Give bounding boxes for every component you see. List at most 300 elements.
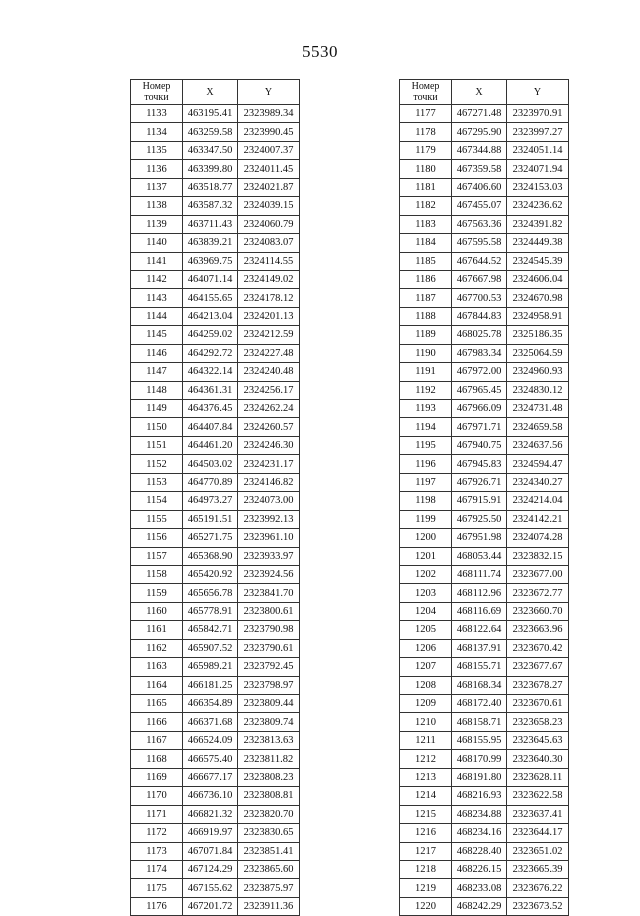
x-coordinate-cell: 464213.04 — [183, 307, 238, 325]
y-coordinate-cell: 2324073.00 — [238, 492, 300, 510]
y-coordinate-cell: 2323622.58 — [507, 787, 569, 805]
point-number-cell: 1199 — [400, 510, 452, 528]
y-coordinate-cell: 2323841.70 — [238, 584, 300, 602]
page-number: 5530 — [302, 42, 338, 61]
x-coordinate-cell: 464461.20 — [183, 436, 238, 454]
x-coordinate-cell: 464503.02 — [183, 455, 238, 473]
table-row — [400, 676, 569, 694]
y-coordinate-cell: 2324114.55 — [238, 252, 300, 270]
y-coordinate-cell: 2324240.48 — [238, 363, 300, 381]
point-number-cell: 1168 — [131, 750, 183, 768]
point-number-cell: 1177 — [400, 105, 452, 123]
point-number-cell: 1153 — [131, 473, 183, 491]
y-coordinate-cell: 2323663.96 — [507, 621, 569, 639]
x-coordinate-cell: 468116.69 — [452, 602, 507, 620]
y-coordinate-cell: 2324214.04 — [507, 492, 569, 510]
y-coordinate-cell: 2323808.81 — [238, 787, 300, 805]
y-coordinate-cell: 2325064.59 — [507, 344, 569, 362]
point-number-cell: 1162 — [131, 639, 183, 657]
table-row — [400, 897, 569, 915]
y-coordinate-cell: 2323673.52 — [507, 897, 569, 915]
y-coordinate-cell: 2324256.17 — [238, 381, 300, 399]
point-number-cell: 1206 — [400, 639, 452, 657]
y-coordinate-cell: 2323660.70 — [507, 602, 569, 620]
table-row — [131, 344, 300, 362]
x-coordinate-cell: 467971.71 — [452, 418, 507, 436]
point-number-cell: 1203 — [400, 584, 452, 602]
point-number-cell: 1158 — [131, 565, 183, 583]
y-coordinate-cell: 2324262.24 — [238, 400, 300, 418]
table-row — [400, 731, 569, 749]
y-coordinate-cell: 2324594.47 — [507, 455, 569, 473]
point-number-cell: 1141 — [131, 252, 183, 270]
x-coordinate-cell: 467972.00 — [452, 363, 507, 381]
point-number-cell: 1136 — [131, 160, 183, 178]
y-coordinate-cell: 2323678.27 — [507, 676, 569, 694]
point-number-cell: 1161 — [131, 621, 183, 639]
y-coordinate-cell: 2324246.30 — [238, 436, 300, 454]
point-number-cell: 1201 — [400, 547, 452, 565]
point-number-cell: 1142 — [131, 270, 183, 288]
point-number-cell: 1196 — [400, 455, 452, 473]
table-row — [131, 363, 300, 381]
x-coordinate-cell: 465842.71 — [183, 621, 238, 639]
point-number-cell: 1202 — [400, 565, 452, 583]
point-number-cell: 1134 — [131, 123, 183, 141]
table-row — [131, 473, 300, 491]
x-coordinate-cell: 464322.14 — [183, 363, 238, 381]
y-coordinate-cell: 2324007.37 — [238, 141, 300, 159]
table-row — [400, 879, 569, 897]
x-coordinate-cell: 465420.92 — [183, 565, 238, 583]
x-coordinate-cell: 467925.50 — [452, 510, 507, 528]
x-coordinate-cell: 465191.51 — [183, 510, 238, 528]
y-coordinate-cell: 2323875.97 — [238, 879, 300, 897]
table-row — [131, 436, 300, 454]
x-coordinate-cell: 465907.52 — [183, 639, 238, 657]
x-coordinate-cell: 464770.89 — [183, 473, 238, 491]
x-coordinate-cell: 468122.64 — [452, 621, 507, 639]
x-coordinate-cell: 468137.91 — [452, 639, 507, 657]
y-coordinate-cell: 2324340.27 — [507, 473, 569, 491]
point-number-cell: 1163 — [131, 658, 183, 676]
point-number-cell: 1164 — [131, 676, 183, 694]
x-coordinate-cell: 468226.15 — [452, 860, 507, 878]
point-number-cell: 1211 — [400, 731, 452, 749]
y-coordinate-cell: 2323792.45 — [238, 658, 300, 676]
y-coordinate-cell: 2324051.14 — [507, 141, 569, 159]
table-row — [131, 197, 300, 215]
point-number-cell: 1215 — [400, 805, 452, 823]
x-coordinate-cell: 465271.75 — [183, 529, 238, 547]
table-row — [400, 141, 569, 159]
x-coordinate-cell: 463969.75 — [183, 252, 238, 270]
point-number-cell: 1178 — [400, 123, 452, 141]
y-coordinate-cell: 2323808.23 — [238, 768, 300, 786]
x-coordinate-cell: 468111.74 — [452, 565, 507, 583]
table-row — [400, 584, 569, 602]
table-row — [400, 105, 569, 123]
table-row — [131, 860, 300, 878]
table-row — [400, 768, 569, 786]
point-number-cell: 1175 — [131, 879, 183, 897]
y-coordinate-cell: 2324637.56 — [507, 436, 569, 454]
x-coordinate-cell: 465778.91 — [183, 602, 238, 620]
table-row — [131, 787, 300, 805]
x-coordinate-cell: 467644.52 — [452, 252, 507, 270]
x-coordinate-cell: 468155.95 — [452, 731, 507, 749]
y-coordinate-cell: 2323800.61 — [238, 602, 300, 620]
y-coordinate-cell: 2323677.00 — [507, 565, 569, 583]
point-number-cell: 1160 — [131, 602, 183, 620]
y-coordinate-cell: 2323645.63 — [507, 731, 569, 749]
point-number-cell: 1216 — [400, 824, 452, 842]
table-row — [400, 824, 569, 842]
y-coordinate-cell: 2323798.97 — [238, 676, 300, 694]
point-number-cell: 1207 — [400, 658, 452, 676]
x-coordinate-cell: 464155.65 — [183, 289, 238, 307]
y-header: Y — [507, 80, 569, 105]
table-row — [400, 123, 569, 141]
point-number-cell: 1169 — [131, 768, 183, 786]
point-number-cell: 1214 — [400, 787, 452, 805]
x-coordinate-cell: 467406.60 — [452, 178, 507, 196]
x-coordinate-cell: 467295.90 — [452, 123, 507, 141]
point-number-cell: 1156 — [131, 529, 183, 547]
y-coordinate-cell: 2324260.57 — [238, 418, 300, 436]
point-number-cell: 1167 — [131, 731, 183, 749]
y-coordinate-cell: 2325186.35 — [507, 326, 569, 344]
table-row — [400, 602, 569, 620]
y-coordinate-cell: 2323970.91 — [507, 105, 569, 123]
x-coordinate-cell: 467124.29 — [183, 860, 238, 878]
table-row — [131, 658, 300, 676]
table-row — [131, 234, 300, 252]
x-coordinate-cell: 468216.93 — [452, 787, 507, 805]
table-row — [400, 215, 569, 233]
table-row — [131, 510, 300, 528]
y-coordinate-cell: 2323961.10 — [238, 529, 300, 547]
x-coordinate-cell: 466677.17 — [183, 768, 238, 786]
point-number-cell: 1220 — [400, 897, 452, 915]
table-row — [131, 565, 300, 583]
x-coordinate-cell: 467071.84 — [183, 842, 238, 860]
y-coordinate-cell: 2324606.04 — [507, 270, 569, 288]
y-coordinate-cell: 2324659.58 — [507, 418, 569, 436]
point-number-cell: 1174 — [131, 860, 183, 878]
point-number-cell: 1218 — [400, 860, 452, 878]
y-coordinate-cell: 2323790.98 — [238, 621, 300, 639]
x-coordinate-cell: 467940.75 — [452, 436, 507, 454]
point-number-cell: 1159 — [131, 584, 183, 602]
y-coordinate-cell: 2323672.77 — [507, 584, 569, 602]
point-number-cell: 1184 — [400, 234, 452, 252]
point-number-cell: 1133 — [131, 105, 183, 123]
table-row — [131, 418, 300, 436]
table-row — [131, 731, 300, 749]
table-header-row — [400, 80, 569, 105]
point-number-cell: 1146 — [131, 344, 183, 362]
point-number-cell: 1198 — [400, 492, 452, 510]
x-coordinate-cell: 467455.07 — [452, 197, 507, 215]
y-coordinate-cell: 2323809.74 — [238, 713, 300, 731]
table-row — [131, 695, 300, 713]
x-coordinate-cell: 464376.45 — [183, 400, 238, 418]
point-number-cell: 1210 — [400, 713, 452, 731]
point-number-cell: 1180 — [400, 160, 452, 178]
point-number-cell: 1181 — [400, 178, 452, 196]
point-number-cell: 1149 — [131, 400, 183, 418]
y-coordinate-cell: 2323911.36 — [238, 897, 300, 915]
table-row — [131, 381, 300, 399]
table-row — [400, 234, 569, 252]
point-number-cell: 1150 — [131, 418, 183, 436]
y-coordinate-cell: 2323637.41 — [507, 805, 569, 823]
point-number-cell: 1147 — [131, 363, 183, 381]
table-row — [131, 252, 300, 270]
y-coordinate-cell: 2324178.12 — [238, 289, 300, 307]
x-coordinate-cell: 463259.58 — [183, 123, 238, 141]
point-number-cell: 1194 — [400, 418, 452, 436]
point-number-cell: 1179 — [400, 141, 452, 159]
table-row — [400, 436, 569, 454]
y-coordinate-cell: 2323933.97 — [238, 547, 300, 565]
table-row — [400, 750, 569, 768]
y-coordinate-cell: 2323644.17 — [507, 824, 569, 842]
x-coordinate-cell: 465989.21 — [183, 658, 238, 676]
x-coordinate-cell: 468170.99 — [452, 750, 507, 768]
point-number-cell: 1135 — [131, 141, 183, 159]
x-coordinate-cell: 464071.14 — [183, 270, 238, 288]
x-coordinate-cell: 467595.58 — [452, 234, 507, 252]
table-row — [131, 270, 300, 288]
point-number-cell: 1140 — [131, 234, 183, 252]
table-row — [400, 289, 569, 307]
y-coordinate-cell: 2323809.44 — [238, 695, 300, 713]
x-coordinate-cell: 465368.90 — [183, 547, 238, 565]
point-number-cell: 1157 — [131, 547, 183, 565]
x-coordinate-cell: 463195.41 — [183, 105, 238, 123]
y-coordinate-cell: 2324021.87 — [238, 178, 300, 196]
y-coordinate-cell: 2324449.38 — [507, 234, 569, 252]
y-coordinate-cell: 2323670.42 — [507, 639, 569, 657]
x-coordinate-cell: 467155.62 — [183, 879, 238, 897]
table-row — [131, 141, 300, 159]
table-row — [400, 510, 569, 528]
x-coordinate-cell: 468053.44 — [452, 547, 507, 565]
y-coordinate-cell: 2324071.94 — [507, 160, 569, 178]
point-number-cell: 1176 — [131, 897, 183, 915]
table-row — [131, 178, 300, 196]
y-coordinate-cell: 2324670.98 — [507, 289, 569, 307]
y-coordinate-cell: 2324011.45 — [238, 160, 300, 178]
point-number-cell: 1209 — [400, 695, 452, 713]
x-coordinate-cell: 463399.80 — [183, 160, 238, 178]
x-coordinate-cell: 467700.53 — [452, 289, 507, 307]
x-coordinate-cell: 467344.88 — [452, 141, 507, 159]
table-row — [400, 492, 569, 510]
y-coordinate-cell: 2323670.61 — [507, 695, 569, 713]
table-row — [400, 639, 569, 657]
point-number-cell: 1219 — [400, 879, 452, 897]
y-coordinate-cell: 2324146.82 — [238, 473, 300, 491]
table-row — [400, 658, 569, 676]
x-coordinate-cell: 468228.40 — [452, 842, 507, 860]
table-row — [400, 713, 569, 731]
point-number-cell: 1151 — [131, 436, 183, 454]
point-number-cell: 1195 — [400, 436, 452, 454]
point-number-cell: 1197 — [400, 473, 452, 491]
table-row — [131, 879, 300, 897]
x-coordinate-cell: 466524.09 — [183, 731, 238, 749]
table-row — [400, 400, 569, 418]
table-row — [131, 676, 300, 694]
y-coordinate-cell: 2324830.12 — [507, 381, 569, 399]
y-coordinate-cell: 2323676.22 — [507, 879, 569, 897]
y-coordinate-cell: 2324149.02 — [238, 270, 300, 288]
y-coordinate-cell: 2323651.02 — [507, 842, 569, 860]
point-number-cell: 1144 — [131, 307, 183, 325]
table-row — [131, 713, 300, 731]
point-number-cell: 1182 — [400, 197, 452, 215]
point-number-cell: 1170 — [131, 787, 183, 805]
coordinates-table-left — [130, 79, 300, 916]
table-row — [400, 197, 569, 215]
y-coordinate-cell: 2323990.45 — [238, 123, 300, 141]
table-row — [400, 529, 569, 547]
table-row — [131, 842, 300, 860]
y-coordinate-cell: 2323989.34 — [238, 105, 300, 123]
y-coordinate-cell: 2323851.41 — [238, 842, 300, 860]
x-coordinate-cell: 468191.80 — [452, 768, 507, 786]
point-number-cell: 1137 — [131, 178, 183, 196]
point-number-cell: 1186 — [400, 270, 452, 288]
table-row — [400, 787, 569, 805]
point-number-cell: 1188 — [400, 307, 452, 325]
coordinates-table-right — [399, 79, 569, 916]
table-row — [131, 455, 300, 473]
table-row — [400, 547, 569, 565]
x-coordinate-cell: 466736.10 — [183, 787, 238, 805]
y-coordinate-cell: 2323790.61 — [238, 639, 300, 657]
point-number-cell: 1213 — [400, 768, 452, 786]
x-coordinate-cell: 467201.72 — [183, 897, 238, 915]
y-coordinate-cell: 2323665.39 — [507, 860, 569, 878]
point-number-cell: 1185 — [400, 252, 452, 270]
y-coordinate-cell: 2323832.15 — [507, 547, 569, 565]
x-coordinate-cell: 468242.29 — [452, 897, 507, 915]
x-coordinate-cell: 467926.71 — [452, 473, 507, 491]
x-coordinate-cell: 463347.50 — [183, 141, 238, 159]
table-row — [131, 639, 300, 657]
table-row — [131, 105, 300, 123]
table-row — [131, 289, 300, 307]
y-coordinate-cell: 2324083.07 — [238, 234, 300, 252]
x-coordinate-cell: 467915.91 — [452, 492, 507, 510]
point-number-cell: 1171 — [131, 805, 183, 823]
table-row — [400, 455, 569, 473]
x-coordinate-cell: 467951.98 — [452, 529, 507, 547]
y-coordinate-cell: 2324231.17 — [238, 455, 300, 473]
x-coordinate-cell: 463711.43 — [183, 215, 238, 233]
x-coordinate-cell: 468112.96 — [452, 584, 507, 602]
table-row — [131, 750, 300, 768]
x-coordinate-cell: 464361.31 — [183, 381, 238, 399]
x-coordinate-cell: 468234.88 — [452, 805, 507, 823]
table-row — [131, 897, 300, 915]
x-coordinate-cell: 465656.78 — [183, 584, 238, 602]
point-number-cell: 1143 — [131, 289, 183, 307]
table-row — [131, 123, 300, 141]
point-number-header: Номер точки — [131, 80, 183, 105]
table-row — [131, 529, 300, 547]
point-number-header: Номер точки — [400, 80, 452, 105]
table-row — [131, 805, 300, 823]
table-row — [400, 160, 569, 178]
table-row — [400, 307, 569, 325]
point-number-cell: 1193 — [400, 400, 452, 418]
point-number-cell: 1190 — [400, 344, 452, 362]
table-row — [131, 215, 300, 233]
x-coordinate-cell: 467966.09 — [452, 400, 507, 418]
table-row — [131, 492, 300, 510]
y-coordinate-cell: 2323830.65 — [238, 824, 300, 842]
y-coordinate-cell: 2324731.48 — [507, 400, 569, 418]
table-row — [131, 768, 300, 786]
y-coordinate-cell: 2324212.59 — [238, 326, 300, 344]
y-coordinate-cell: 2324142.21 — [507, 510, 569, 528]
x-coordinate-cell: 467271.48 — [452, 105, 507, 123]
point-number-cell: 1200 — [400, 529, 452, 547]
y-coordinate-cell: 2323865.60 — [238, 860, 300, 878]
x-coordinate-cell: 464407.84 — [183, 418, 238, 436]
point-number-cell: 1204 — [400, 602, 452, 620]
y-coordinate-cell: 2324391.82 — [507, 215, 569, 233]
point-number-cell: 1172 — [131, 824, 183, 842]
table-row — [131, 602, 300, 620]
table-row — [400, 860, 569, 878]
y-coordinate-cell: 2324236.62 — [507, 197, 569, 215]
y-coordinate-cell: 2324545.39 — [507, 252, 569, 270]
x-coordinate-cell: 467965.45 — [452, 381, 507, 399]
x-coordinate-cell: 464259.02 — [183, 326, 238, 344]
point-number-cell: 1212 — [400, 750, 452, 768]
point-number-cell: 1138 — [131, 197, 183, 215]
x-header: X — [183, 80, 238, 105]
x-coordinate-cell: 468158.71 — [452, 713, 507, 731]
y-coordinate-cell: 2324960.93 — [507, 363, 569, 381]
y-coordinate-cell: 2323811.82 — [238, 750, 300, 768]
x-coordinate-cell: 467359.58 — [452, 160, 507, 178]
table-row — [400, 252, 569, 270]
x-coordinate-cell: 464973.27 — [183, 492, 238, 510]
point-number-cell: 1152 — [131, 455, 183, 473]
x-coordinate-cell: 468233.08 — [452, 879, 507, 897]
y-coordinate-cell: 2324227.48 — [238, 344, 300, 362]
x-coordinate-cell: 468025.78 — [452, 326, 507, 344]
point-number-cell: 1189 — [400, 326, 452, 344]
x-coordinate-cell: 467983.34 — [452, 344, 507, 362]
point-number-cell: 1139 — [131, 215, 183, 233]
table-row — [400, 326, 569, 344]
x-header: X — [452, 80, 507, 105]
table-row — [400, 270, 569, 288]
y-header: Y — [238, 80, 300, 105]
y-coordinate-cell: 2323924.56 — [238, 565, 300, 583]
point-number-cell: 1208 — [400, 676, 452, 694]
x-coordinate-cell: 466354.89 — [183, 695, 238, 713]
table-row — [400, 178, 569, 196]
